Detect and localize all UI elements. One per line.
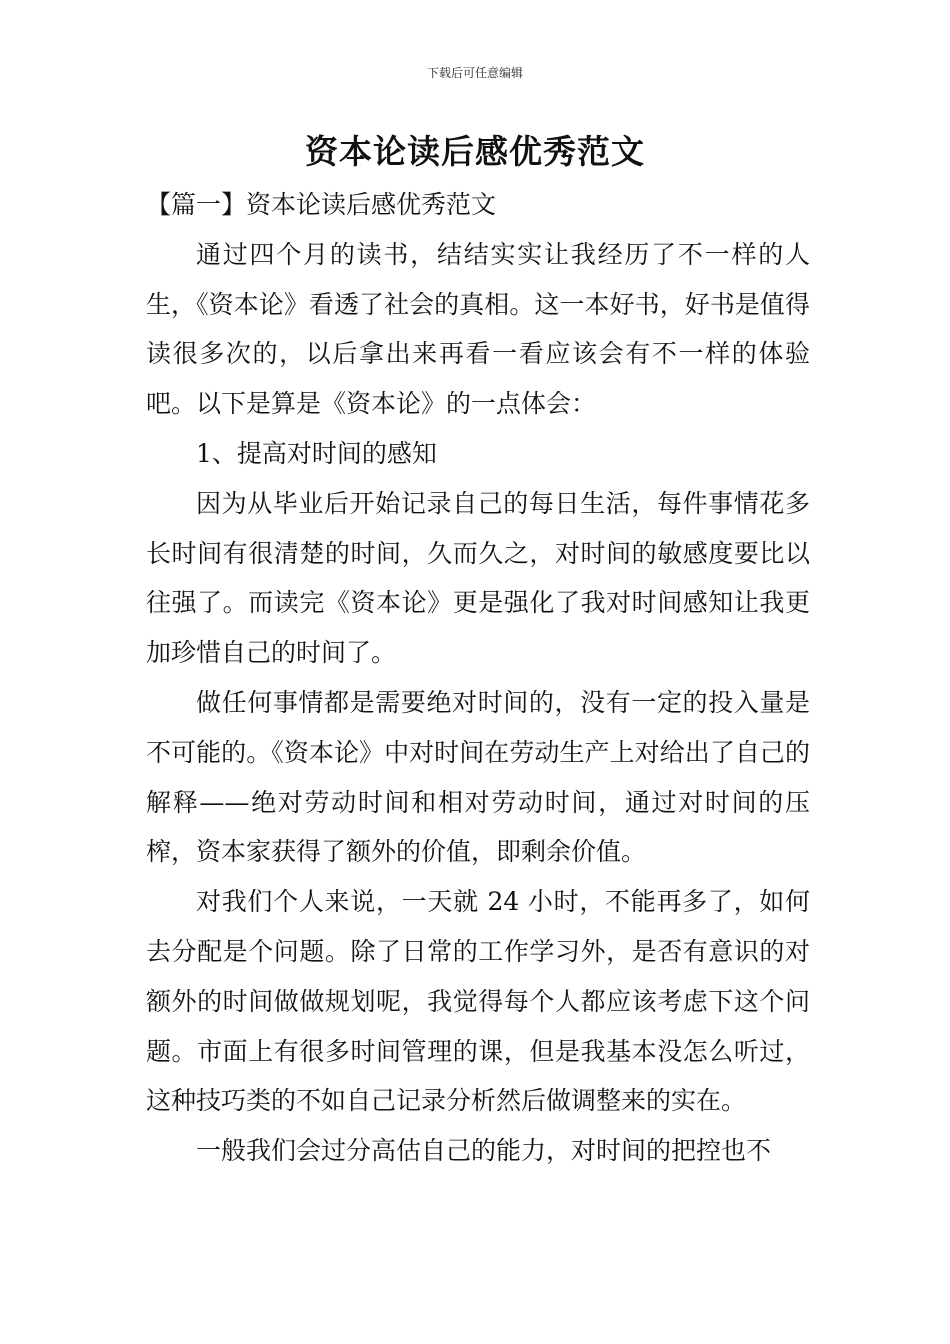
header-note: 下载后可任意编辑 [426,66,523,80]
document-body [146,180,810,1176]
document-title: 资本论读后感优秀范文 [305,132,645,171]
paragraph: 一般我们会过分高估自己的能力，对时间的把控也不 [196,1136,772,1166]
paragraph: 因为从毕业后开始记录自己的每日生活，每件事情花多长时间有很清楚的时间，久而久之，对时间的敏感度要比以往强了。而读完《资本论》更是强化了我对时间感知让我更加珍惜自己的时间了。 [146,488,810,668]
paragraph: 做任何事情都是需要绝对时间的，没有一定的投入量是不可能的。《资本论》中对时间在劳动生产上对给出了自己的解释——绝对劳动时间和相对劳动时间，通过对时间的压榨，资本家获得了额外的价值，即剩余价值。 [146,687,810,867]
paragraph: 1、提高对时间的感知 [196,438,437,468]
paragraph: 对我们个人来说，一天就 24 小时，不能再多了，如何去分配是个问题。除了日常的工作学习外，是否有意识的对额外的时间做做规划呢，我觉得每个人都应该考虑下这个问题。市面上有很多时间管理的课，但是我基本没怎么听过，这种技巧类的不如自己记录分析然后做调整来的实在。 [146,887,810,1116]
paragraph: 通过四个月的读书，结结实实让我经历了不一样的人生，《资本论》看透了社会的真相。这一本好书，好书是值得读很多次的，以后拿出来再看一看应该会有不一样的体验吧。以下是算是《资本论》的一点体会： [146,239,810,419]
section-heading: 【篇一】资本论读后感优秀范文 [146,190,497,219]
